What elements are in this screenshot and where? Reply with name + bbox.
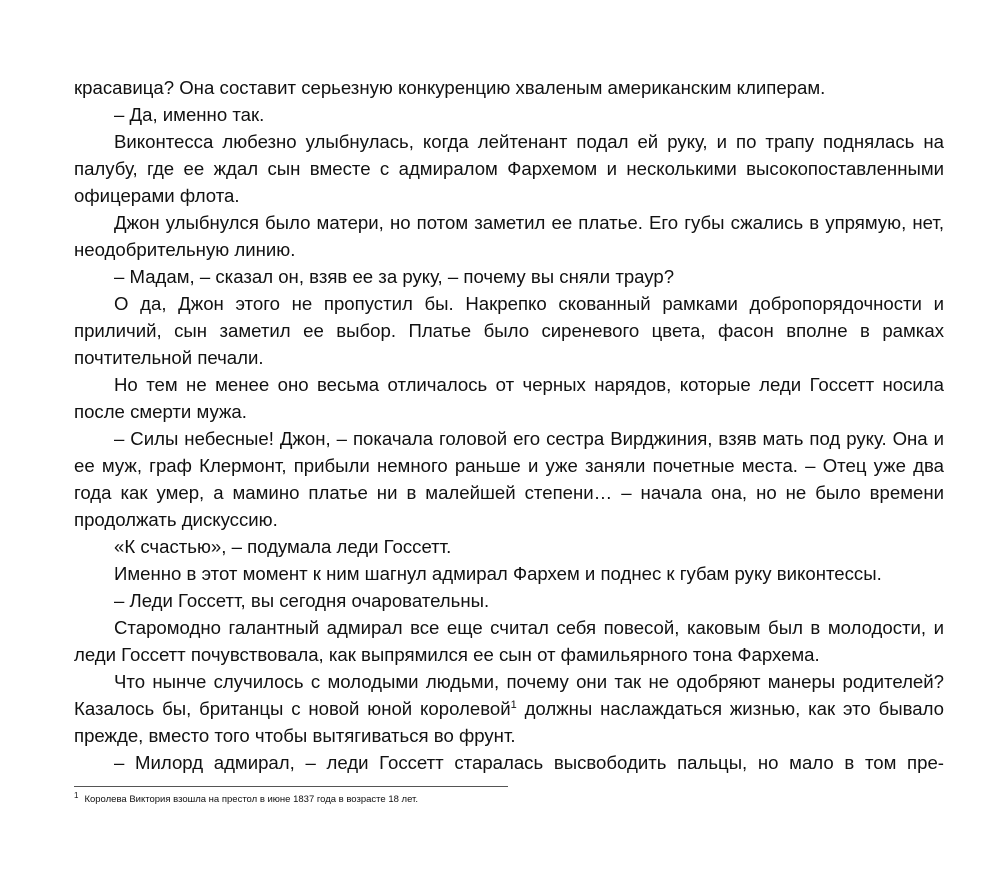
paragraph: Джон улыбнулся было матери, но потом заметил ее платье. Его губы сжались в упрямую, нет, неодобрительную линию. bbox=[74, 212, 944, 260]
paragraph-text-before: Что нынче случилось с молодыми людьми, почему они так не одобряют манеры родителей? Казалось бы, британцы с новой юной королевой bbox=[74, 671, 944, 719]
paragraph: О да, Джон этого не пропустил бы. Накрепко скованный рамками добропорядочности и приличий, сын заметил ее выбор. Платье было сиреневого цвета, фасон вполне в рамках почтительной печали. bbox=[74, 293, 944, 368]
paragraph-with-footnote bbox=[74, 668, 944, 749]
paragraph-text-after: должны наслаждаться жизнью, как это бывало прежде, вместо того чтобы вытягиваться во фрунт. bbox=[74, 698, 944, 746]
book-page bbox=[74, 74, 944, 807]
footnote-reference: 1 bbox=[510, 699, 517, 711]
paragraph: – Силы небесные! Джон, – покачала головой его сестра Вирджиния, взяв мать под руку. Она и ее муж, граф Клермонт, прибыли немного раньше и уже заняли почетные места. – Отец уже два года как умер, а мамино платье ни в малейшей степени… – начала она, но не было времени продолжать дискуссию. bbox=[74, 428, 944, 530]
paragraph: Именно в этот момент к ним шагнул адмирал Фархем и поднес к губам руку виконтессы. bbox=[114, 563, 882, 584]
footnote-divider bbox=[74, 786, 508, 787]
footnote-text: Королева Виктория взошла на престол в июне 1837 года в возрасте 18 лет. bbox=[84, 794, 418, 805]
footnote bbox=[74, 793, 944, 807]
body-text bbox=[74, 74, 944, 776]
paragraph: – Леди Госсетт, вы сегодня очаровательны. bbox=[114, 590, 490, 611]
paragraph: – Мадам, – сказал он, взяв ее за руку, – почему вы сняли траур? bbox=[114, 266, 675, 287]
footnote-mark: 1 bbox=[74, 791, 79, 800]
paragraph: – Да, именно так. bbox=[114, 104, 265, 125]
paragraph-last: – Милорд адмирал, – леди Госсетт старалась высвободить пальцы, но мало в том пре- bbox=[114, 752, 944, 773]
paragraph: «К счастью», – подумала леди Госсетт. bbox=[114, 536, 452, 557]
paragraph: красавица? Она составит серьезную конкуренцию хваленым американским клиперам. bbox=[74, 77, 826, 98]
paragraph: Старомодно галантный адмирал все еще считал себя повесой, каковым был в молодости, и леди Госсетт почувствовала, как выпрямился ее сын от фамильярного тона Фархема. bbox=[74, 617, 944, 665]
paragraph: Виконтесса любезно улыбнулась, когда лейтенант подал ей руку, и по трапу поднялась на палубу, где ее ждал сын вместе с адмиралом Фархемом и несколькими высокопоставленными офицерами флота. bbox=[74, 131, 944, 206]
paragraph: Но тем не менее оно весьма отличалось от черных нарядов, которые леди Госсетт носила после смерти мужа. bbox=[74, 374, 944, 422]
